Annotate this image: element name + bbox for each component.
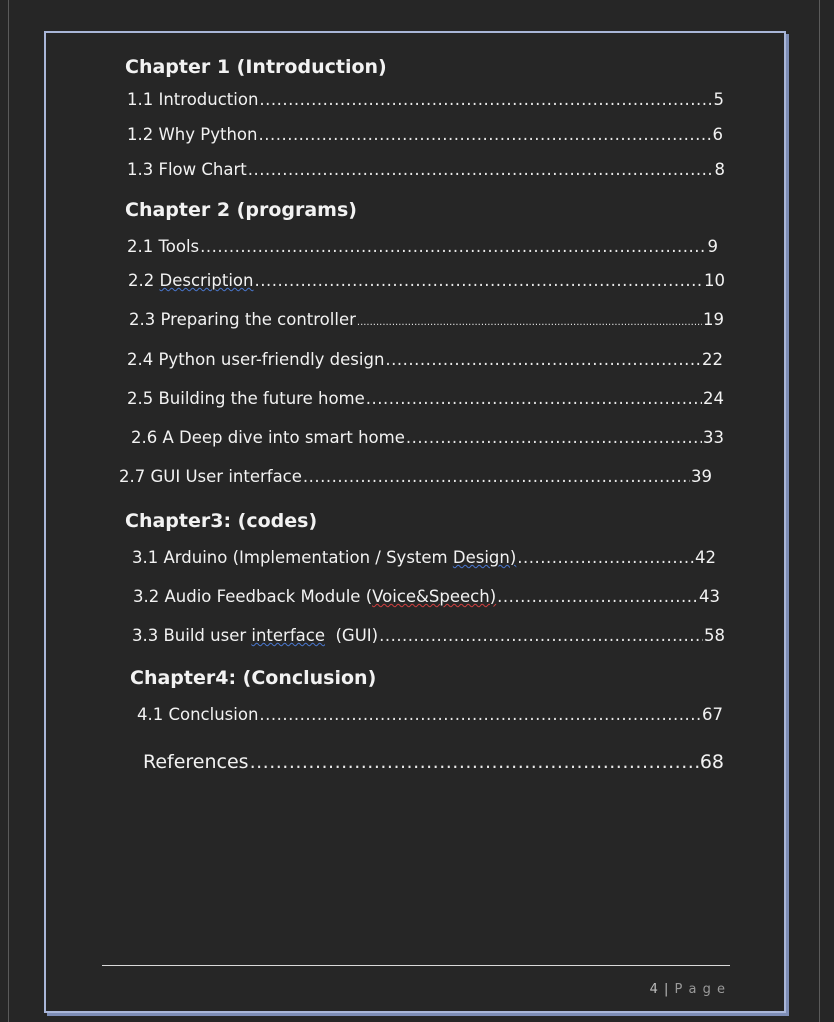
toc-entry-page: 58 bbox=[704, 626, 725, 645]
dot-leader bbox=[200, 237, 706, 256]
spellcheck-flag: Description bbox=[159, 271, 254, 290]
dot-leader bbox=[259, 90, 712, 109]
toc-entry-page: 39 bbox=[691, 467, 712, 486]
toc-entry-page: 68 bbox=[699, 751, 724, 773]
toc-entry-label: References bbox=[143, 751, 249, 773]
toc-entry[interactable] bbox=[128, 271, 725, 295]
dot-leader bbox=[379, 626, 703, 645]
spellcheck-flag: Design) bbox=[452, 548, 517, 567]
toc-entry[interactable] bbox=[119, 467, 712, 491]
page-footer bbox=[650, 982, 726, 997]
toc-entry[interactable] bbox=[127, 125, 723, 149]
dot-leader bbox=[366, 389, 702, 408]
dot-leader bbox=[250, 751, 699, 773]
toc-entry-label-prefix: 3.3 Build user bbox=[132, 626, 252, 645]
toc-entry-page: 5 bbox=[713, 90, 724, 109]
right-margin-edge bbox=[819, 0, 820, 1022]
toc-entry-page: 43 bbox=[699, 587, 720, 606]
spellcheck-flag: Voice&Speech) bbox=[372, 587, 497, 606]
toc-entry[interactable] bbox=[133, 587, 720, 611]
toc-entry-label bbox=[133, 587, 496, 606]
toc-entry-page: 24 bbox=[703, 389, 724, 408]
chapter-4-heading[interactable]: Chapter4: (Conclusion) bbox=[130, 667, 377, 689]
toc-entry-label: 2.6 A Deep dive into smart home bbox=[131, 428, 405, 447]
toc-entry[interactable] bbox=[127, 160, 725, 184]
toc-entry-page: 6 bbox=[712, 125, 723, 144]
dot-leader bbox=[303, 467, 690, 486]
toc-entry-page: 10 bbox=[704, 271, 725, 290]
spellcheck-flag: interface bbox=[251, 626, 325, 645]
toc-entry-page: 19 bbox=[703, 310, 724, 329]
toc-entry[interactable] bbox=[129, 310, 724, 334]
toc-entry-page: 33 bbox=[703, 428, 724, 447]
dot-leader bbox=[497, 587, 698, 606]
toc-entry[interactable] bbox=[137, 705, 723, 729]
toc-entry-label: 2.7 GUI User interface bbox=[119, 467, 302, 486]
toc-entry-page: 9 bbox=[707, 237, 718, 256]
toc-entry-label bbox=[128, 271, 253, 290]
toc-entry-page: 42 bbox=[695, 548, 716, 567]
toc-entry[interactable] bbox=[127, 90, 724, 114]
toc-entry-references[interactable] bbox=[143, 751, 724, 779]
dot-leader bbox=[517, 548, 694, 567]
toc-entry-label: 2.3 Preparing the controller bbox=[129, 310, 356, 329]
left-margin-edge bbox=[8, 0, 9, 1022]
toc-entry-label bbox=[132, 626, 378, 645]
toc-entry-page: 22 bbox=[702, 350, 723, 369]
toc-entry-label: 1.2 Why Python bbox=[127, 125, 258, 144]
toc-entry-label-prefix: 3.1 Arduino (Implementation / System bbox=[132, 548, 453, 567]
chapter-2-heading[interactable]: Chapter 2 (programs) bbox=[125, 199, 357, 221]
toc-entry-page: 8 bbox=[714, 160, 725, 179]
dot-leader bbox=[259, 705, 701, 724]
toc-entry-label: 2.5 Building the future home bbox=[127, 389, 365, 408]
toc-entry[interactable] bbox=[127, 350, 723, 374]
dot-leader bbox=[248, 160, 714, 179]
page-number: 4 bbox=[649, 982, 659, 997]
dot-leader bbox=[406, 428, 702, 447]
toc-entry-label-prefix: 2.2 bbox=[128, 271, 160, 290]
toc-entry-label-prefix: 3.2 Audio Feedback Module ( bbox=[133, 587, 373, 606]
toc-entry-label: 1.1 Introduction bbox=[127, 90, 259, 109]
toc-entry[interactable] bbox=[127, 237, 718, 261]
dot-leader bbox=[385, 350, 701, 369]
toc-entry[interactable] bbox=[127, 389, 724, 413]
footer-separator: | bbox=[664, 982, 670, 997]
footer-rule bbox=[102, 965, 730, 966]
chapter-3-heading[interactable]: Chapter3: (codes) bbox=[125, 510, 318, 532]
toc-entry-label: 2.4 Python user-friendly design bbox=[127, 350, 385, 369]
toc-entry[interactable] bbox=[131, 428, 724, 452]
dot-leader bbox=[254, 271, 703, 290]
toc-entry-label-suffix: (GUI) bbox=[324, 626, 379, 645]
toc-entry-label: 2.1 Tools bbox=[127, 237, 200, 256]
chapter-1-heading[interactable]: Chapter 1 (Introduction) bbox=[125, 56, 387, 78]
page-word: P a g e bbox=[674, 982, 726, 997]
toc-entry-label: 4.1 Conclusion bbox=[137, 705, 259, 724]
dot-leader bbox=[357, 317, 702, 328]
dot-leader bbox=[258, 125, 711, 144]
toc-entry-label: 1.3 Flow Chart bbox=[127, 160, 247, 179]
toc-entry-label bbox=[132, 548, 516, 567]
toc-entry[interactable] bbox=[132, 626, 725, 650]
toc-entry-page: 67 bbox=[702, 705, 723, 724]
toc-entry[interactable] bbox=[132, 548, 716, 572]
